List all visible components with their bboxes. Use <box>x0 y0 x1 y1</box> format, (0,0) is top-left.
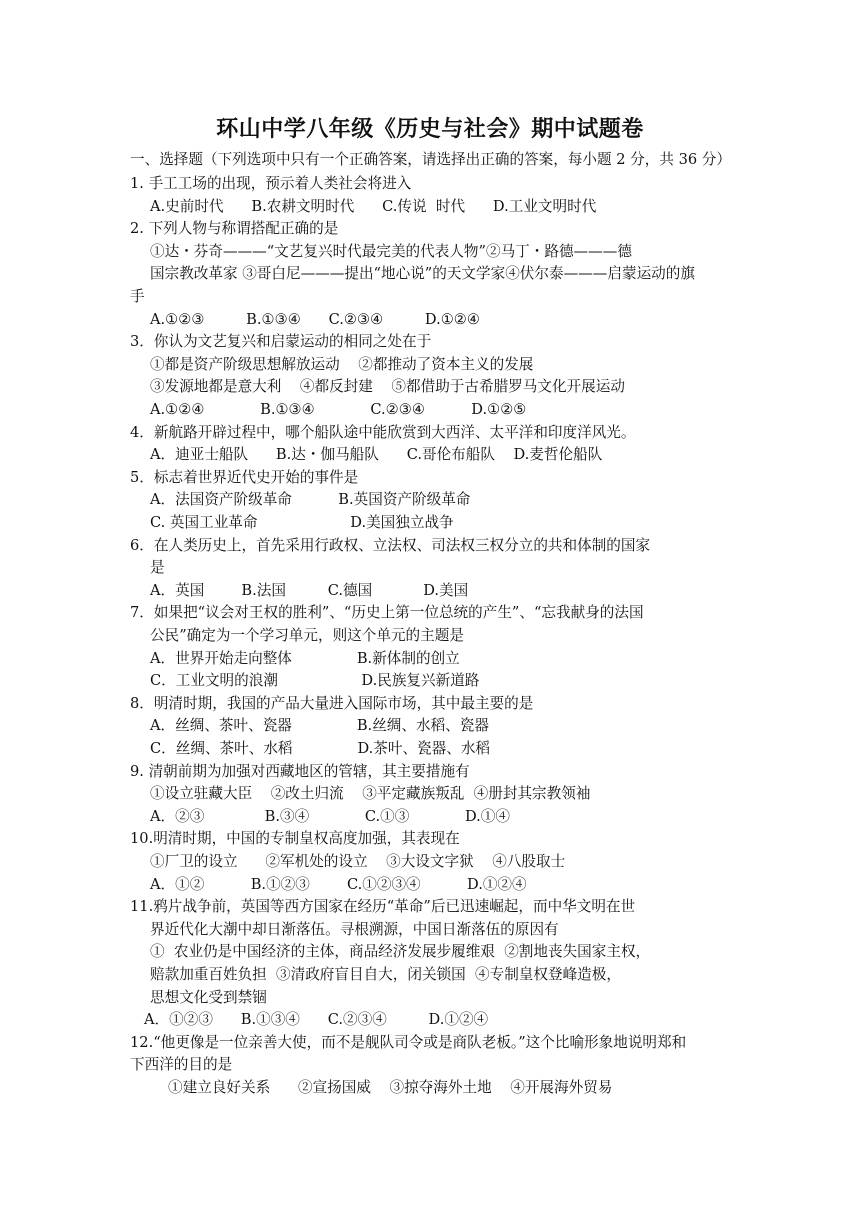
question-3-line: ①都是资产阶级思想解放运动 ②都推动了资本主义的发展 <box>150 356 534 373</box>
question-12-line: ①建立良好关系 ②宣扬国威 ③掠夺海外土地 ④开展海外贸易 <box>168 1079 613 1096</box>
question-7-line: 公民”确定为一个学习单元，则这个单元的主题是 <box>150 627 464 644</box>
question-11-options: A．①②③ B.①③④ C.②③④ D.①②④ <box>144 1011 489 1028</box>
question-11-line: 赔款加重百姓负担 ③清政府盲目自大，闭关锁国 ④专制皇权登峰造极， <box>150 966 621 983</box>
question-1-options: A.史前时代 B.农耕文明时代 C.传说 时代 D.工业文明时代 <box>150 198 597 215</box>
question-2-stem: 2. 下列人物与称谓搭配正确的是 <box>130 220 339 237</box>
question-11-line: ① 农业仍是中国经济的主体，商品经济发展步履维艰 ②割地丧失国家主权， <box>150 943 651 960</box>
question-11-line: 思想文化受到禁锢 <box>150 989 267 1006</box>
question-3-stem: 3．你认为文艺复兴和启蒙运动的相同之处在于 <box>130 333 432 350</box>
question-12-line: 下西洋的目的是 <box>130 1056 233 1073</box>
question-2-line: 手 <box>130 288 145 305</box>
question-12-stem: 12.“他更像是一位亲善大使，而不是舰队司令或是商队老板。”这个比喻形象地说明郑和 <box>130 1034 687 1051</box>
section-header: 一、选择题（下列选项中只有一个正确答案，请选择出正确的答案，每小题 2 分，共 36 分） <box>130 151 731 168</box>
question-5-options: C. 英国工业革命 D.美国独立战争 <box>150 514 454 531</box>
question-4-options: A．迪亚士船队 B.达・伽马船队 C.哥伦布船队 D.麦哲伦船队 <box>150 446 603 463</box>
page-title: 环山中学八年级《历史与社会》期中试题卷 <box>216 117 644 142</box>
question-9-line: ①设立驻藏大臣 ②改土归流 ③平定藏族叛乱 ④册封其宗教领袖 <box>150 785 591 802</box>
question-7-options: A．世界开始走向整体 B.新体制的创立 <box>150 650 460 667</box>
question-4-stem: 4．新航路开辟过程中，哪个船队途中能欣赏到大西洋、太平洋和印度洋风光。 <box>130 424 636 441</box>
question-2-options: A.①②③ B.①③④ C.②③④ D.①②④ <box>150 311 480 328</box>
question-11-line: 界近代化大潮中却日渐落伍。寻根溯源，中国日渐落伍的原因有 <box>150 921 559 938</box>
question-5-stem: 5．标志着世界近代史开始的事件是 <box>130 469 359 486</box>
question-10-options: A．①② B.①②③ C.①②③④ D.①②④ <box>150 876 527 893</box>
question-6-stem: 6．在人类历史上，首先采用行政权、立法权、司法权三权分立的共和体制的国家 <box>130 537 651 554</box>
question-9-options: A．②③ B.③④ C.①③ D.①④ <box>150 808 510 825</box>
question-10-line: ①厂卫的设立 ②军机处的设立 ③大设文字狱 ④八股取士 <box>150 853 566 870</box>
question-9-stem: 9. 清朝前期为加强对西藏地区的管辖，其主要措施有 <box>130 763 470 780</box>
question-10-stem: 10.明清时期，中国的专制皇权高度加强，其表现在 <box>130 830 460 847</box>
question-5-options: A．法国资产阶级革命 B.英国资产阶级革命 <box>150 491 471 508</box>
question-7-stem: 7．如果把“议会对王权的胜利”、“历史上第一位总统的产生”、“忘我献身的法国 <box>130 604 644 621</box>
question-11-stem: 11.鸦片战争前，英国等西方国家在经历“革命”后已迅速崛起，而中华文明在世 <box>130 898 636 915</box>
question-1-stem: 1. 手工工场的出现，预示着人类社会将进入 <box>130 175 412 192</box>
question-3-line: ③发源地都是意大利 ④都反封建 ⑤都借助于古希腊罗马文化开展运动 <box>150 378 625 395</box>
question-8-options: C．丝绸、茶叶、水稻 D.茶叶、瓷器、水稻 <box>150 740 491 757</box>
question-8-options: A．丝绸、茶叶、瓷器 B.丝绸、水稻、瓷器 <box>150 717 489 734</box>
question-3-options: A.①②④ B.①③④ C.②③④ D.①②⑤ <box>150 401 527 418</box>
question-8-stem: 8．明清时期，我国的产品大量进入国际市场，其中最主要的是 <box>130 695 534 712</box>
question-6-options: A．英国 B.法国 C.德国 D.美国 <box>150 582 469 599</box>
question-2-line: ①达・芬奇———“文艺复兴时代最完美的代表人物”②马丁・路德———德 <box>150 243 632 260</box>
question-7-options: C．工业文明的浪潮 D.民族复兴新道路 <box>150 672 480 689</box>
question-6-line: 是 <box>150 559 165 576</box>
question-2-line: 国宗教改革家 ③哥白尼———提出“地心说”的天文学家④伏尔泰———启蒙运动的旗 <box>150 265 695 282</box>
